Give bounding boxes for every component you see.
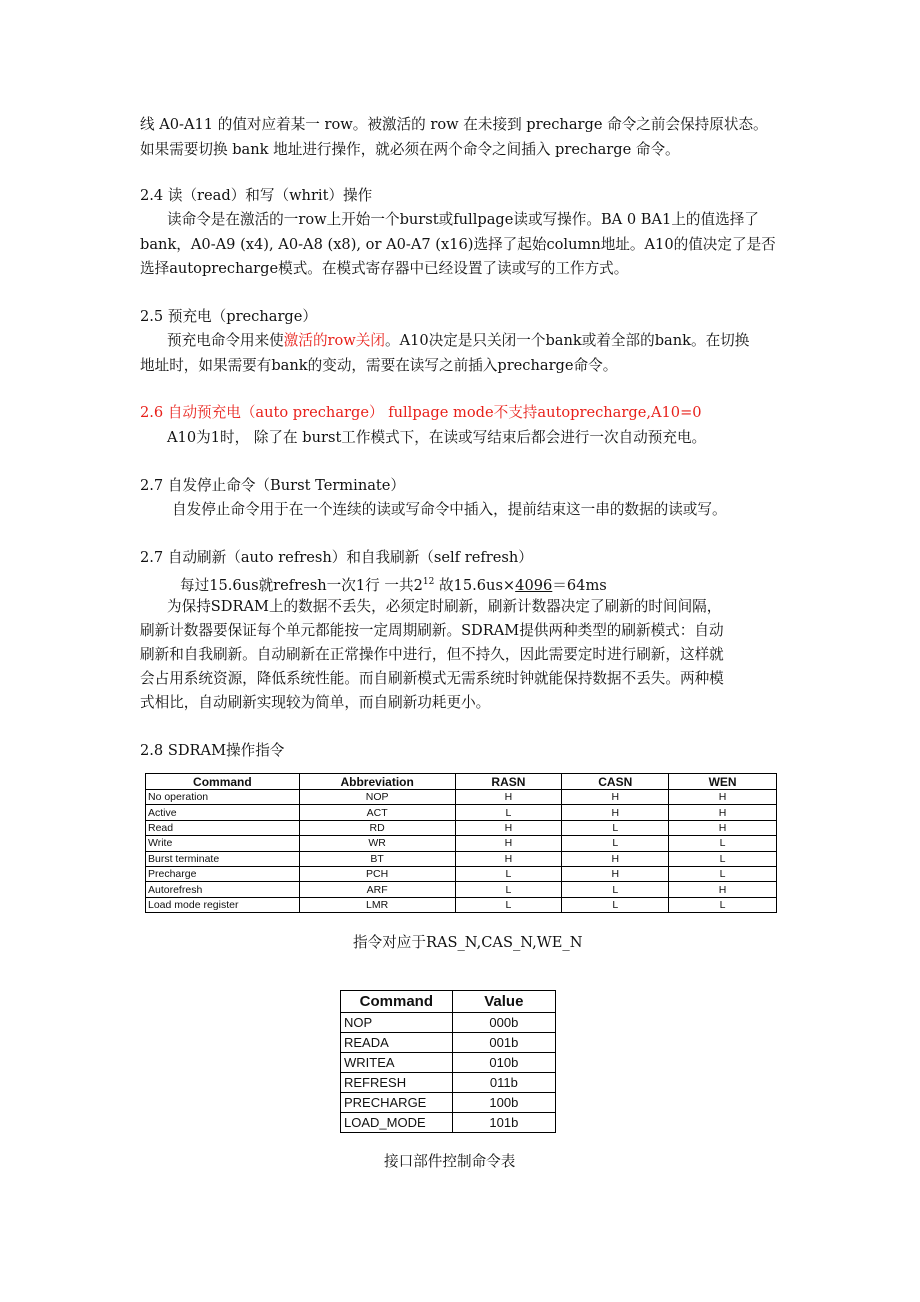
paragraph-line: 线 A0-A11 的值对应着某一 row。被激活的 row 在未接到 precharge 命令之前会保持原状态。 (140, 116, 768, 133)
paragraph-text: 预充电命令用来使 (167, 332, 284, 349)
table-cell: H (562, 790, 669, 805)
table-cell: H (669, 882, 777, 897)
table-cell: L (669, 897, 777, 912)
table-cell: RD (299, 820, 455, 835)
paragraph-line: 如果需要切换 bank 地址进行操作，就必须在两个命令之间插入 precharge 命令。 (140, 141, 680, 158)
table-cell: L (455, 866, 562, 881)
section-heading-2-4: 2.4 读（read）和写（whrit）操作 (140, 187, 373, 204)
table-cell: LMR (299, 897, 455, 912)
table-cell: H (562, 866, 669, 881)
formula-text: 故15.6us× (434, 577, 516, 594)
table-cell: H (669, 820, 777, 835)
paragraph-line: 地址时，如果需要有bank的变动，需要在读写之前插入precharge命令。 (140, 357, 618, 374)
table-header-row (341, 991, 556, 1013)
highlight-text: 激活的row关闭 (283, 332, 385, 349)
table-row (341, 1073, 556, 1093)
table2-caption: 接口部件控制命令表 (384, 1153, 516, 1170)
table-row (146, 851, 777, 866)
formula-text: ＝64ms (552, 577, 607, 594)
table-cell: BT (299, 851, 455, 866)
table-row (146, 805, 777, 820)
table-row (341, 1013, 556, 1033)
table-row (146, 836, 777, 851)
column-header: WEN (669, 774, 777, 790)
section-heading-2-8: 2.8 SDRAM操作指令 (140, 742, 285, 759)
table-cell: READA (341, 1033, 453, 1053)
table-cell: H (562, 805, 669, 820)
column-header: CASN (562, 774, 669, 790)
table-cell: L (562, 836, 669, 851)
table-cell: Write (146, 836, 300, 851)
table-cell: Read (146, 820, 300, 835)
interface-command-table (340, 990, 556, 1133)
table-cell: L (455, 897, 562, 912)
table-cell: L (669, 866, 777, 881)
table-cell: NOP (341, 1013, 453, 1033)
table-cell: NOP (299, 790, 455, 805)
table-cell: PRECHARGE (341, 1093, 453, 1113)
table-cell: L (455, 805, 562, 820)
table-cell: No operation (146, 790, 300, 805)
paragraph-line: 读命令是在激活的一row上开始一个burst或fullpage读或写操作。BA 0 BA1上的值选择了 (167, 211, 759, 228)
table-row (341, 1113, 556, 1133)
paragraph-line: 自发停止命令用于在一个连续的读或写命令中插入，提前结束这一串的数据的读或写。 (172, 501, 727, 518)
sdram-command-table (145, 773, 777, 913)
section-heading-2-6: 2.6 自动预充电（auto precharge） fullpage mode不支持autoprecharge,A10=0 (140, 404, 702, 421)
table-cell: L (669, 836, 777, 851)
table-row (146, 882, 777, 897)
paragraph-line: 选择autoprecharge模式。在模式寄存器中已经设置了读或写的工作方式。 (140, 260, 629, 277)
column-header: Abbreviation (299, 774, 455, 790)
table-cell: LOAD_MODE (341, 1113, 453, 1133)
table-cell: L (562, 820, 669, 835)
table-cell: Active (146, 805, 300, 820)
table-cell: L (669, 851, 777, 866)
table-cell: Load mode register (146, 897, 300, 912)
table-cell: 101b (452, 1113, 555, 1133)
table1-caption: 指令对应于RAS_N,CAS_N,WE_N (353, 934, 583, 951)
table-row (341, 1033, 556, 1053)
table-cell: ARF (299, 882, 455, 897)
table-cell: PCH (299, 866, 455, 881)
table-cell: H (669, 805, 777, 820)
table-cell: L (562, 882, 669, 897)
paragraph-line: 为保持SDRAM上的数据不丢失，必须定时刷新，刷新计数器决定了刷新的时间间隔， (167, 598, 722, 615)
table-cell: H (455, 820, 562, 835)
table-cell: H (455, 790, 562, 805)
formula-text: 每过15.6us就refresh一次1行 一共2 (180, 577, 423, 594)
paragraph-line: 式相比，自动刷新实现较为简单，而自刷新功耗更小。 (140, 694, 491, 711)
column-header: Command (341, 991, 453, 1013)
table-cell: L (455, 882, 562, 897)
paragraph-text: 。A10决定是只关闭一个bank或着全部的bank。在切换 (385, 332, 750, 349)
table-row (146, 820, 777, 835)
paragraph-line: 刷新和自我刷新。自动刷新在正常操作中进行，但不持久，因此需要定时进行刷新，这样就 (140, 646, 724, 663)
section-heading-2-7b: 2.7 自动刷新（auto refresh）和自我刷新（self refresh） (140, 549, 533, 566)
table-cell: 000b (452, 1013, 555, 1033)
section-heading-2-7a: 2.7 自发停止命令（Burst Terminate） (140, 477, 406, 494)
table-cell: L (562, 897, 669, 912)
column-header: RASN (455, 774, 562, 790)
formula-exponent: 12 (422, 577, 435, 587)
section-heading-2-5: 2.5 预充电（precharge） (140, 308, 317, 325)
table-cell: 100b (452, 1093, 555, 1113)
refresh-formula (180, 572, 607, 596)
table-cell: ACT (299, 805, 455, 820)
table-cell: 011b (452, 1073, 555, 1093)
paragraph-line: bank，A0-A9 (x4), A0-A8 (x8), or A0-A7 (x16)选择了起始column地址。A10的值决定了是否 (140, 236, 776, 253)
table-row (341, 1093, 556, 1113)
table-row (146, 866, 777, 881)
formula-underlined: 4096 (515, 577, 553, 594)
column-header: Command (146, 774, 300, 790)
table-row (341, 1053, 556, 1073)
table-cell: REFRESH (341, 1073, 453, 1093)
table-header-row (146, 774, 777, 790)
table-cell: WRITEA (341, 1053, 453, 1073)
table-cell: 001b (452, 1033, 555, 1053)
column-header: Value (452, 991, 555, 1013)
table-cell: H (562, 851, 669, 866)
table-cell: H (669, 790, 777, 805)
paragraph-line: A10为1时， 除了在 burst工作模式下，在读或写结束后都会进行一次自动预充电。 (167, 429, 707, 446)
table-cell: Burst terminate (146, 851, 300, 866)
table-cell: Autorefresh (146, 882, 300, 897)
paragraph-line (167, 331, 749, 351)
table-row (146, 897, 777, 912)
table-cell: 010b (452, 1053, 555, 1073)
table-row (146, 790, 777, 805)
paragraph-line: 刷新计数器要保证每个单元都能按一定周期刷新。SDRAM提供两种类型的刷新模式：自动 (140, 622, 724, 639)
table-cell: WR (299, 836, 455, 851)
table-cell: Precharge (146, 866, 300, 881)
table-cell: H (455, 836, 562, 851)
table-cell: H (455, 851, 562, 866)
paragraph-line: 会占用系统资源，降低系统性能。而自刷新模式无需系统时钟就能保持数据不丢失。两种模 (140, 670, 724, 687)
